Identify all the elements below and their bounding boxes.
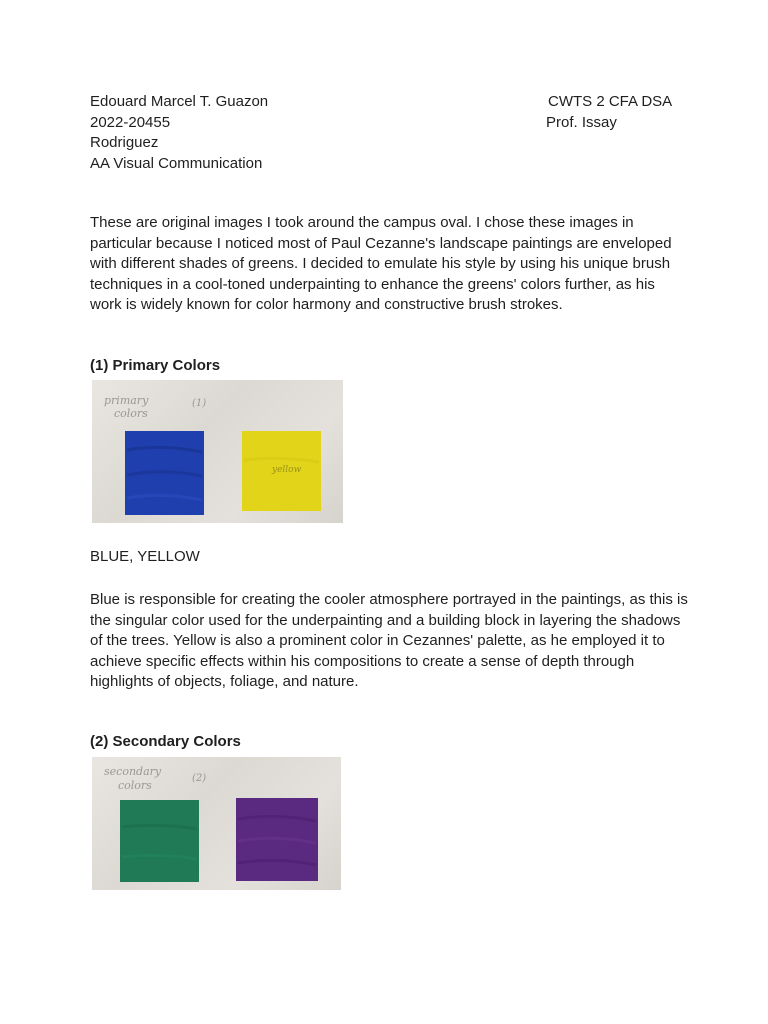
handwritten-label-line2: colors [114,407,148,420]
swatch-word: yellow [272,465,302,475]
handwritten-label-line2: colors [118,779,152,792]
professor-surname: Rodriguez [90,134,159,151]
program: AA Visual Communication [90,154,263,172]
blue-swatch [125,431,204,515]
green-swatch [120,800,199,882]
student-info-block [90,92,268,174]
handwritten-label-line1: secondary [104,765,162,778]
secondary-colors-photo [92,757,341,890]
primary-colors-description: Blue is responsible for creating the cooler atmosphere portrayed in the paintings, as this is the singular color used for the underpainting and a building block in layering the shadows of the trees. Yellow is also a prominent color in Cezannes' palette, as he employed it to achieve specific effects within his compositions to create a sense of depth through highlights of objects, foliage, and nature. [90,591,688,691]
yellow-swatch [242,431,321,511]
student-number: 2022-20455 [90,113,171,131]
primary-colors-caption: BLUE, YELLOW [90,548,200,565]
handwritten-label-line1: primary [104,394,149,407]
section-heading-primary: (1) Primary Colors [90,357,221,374]
course-code: CWTS 2 CFA DSA [548,93,673,110]
primary-colors-photo [92,380,343,523]
student-name: Edouard Marcel T. Guazon [90,93,269,110]
purple-swatch [236,798,318,881]
section-heading-secondary: (2) Secondary Colors [90,733,241,750]
intro-paragraph: These are original images I took around the campus oval. I chose these images in particular because I noticed most of Paul Cezanne's landscape paintings are enveloped with different shades of greens. I decided to emulate his style by using his unique brush techniques in a cool-toned underpainting to enhance the greens' colors further, as his work is widely known for color harmony and constructive brush strokes. [90,214,672,314]
handwritten-label-number: (1) [192,398,207,409]
handwritten-label-number: (2) [192,773,207,784]
professor-name: Prof. Issay [546,113,617,131]
course-info-block [546,92,672,133]
